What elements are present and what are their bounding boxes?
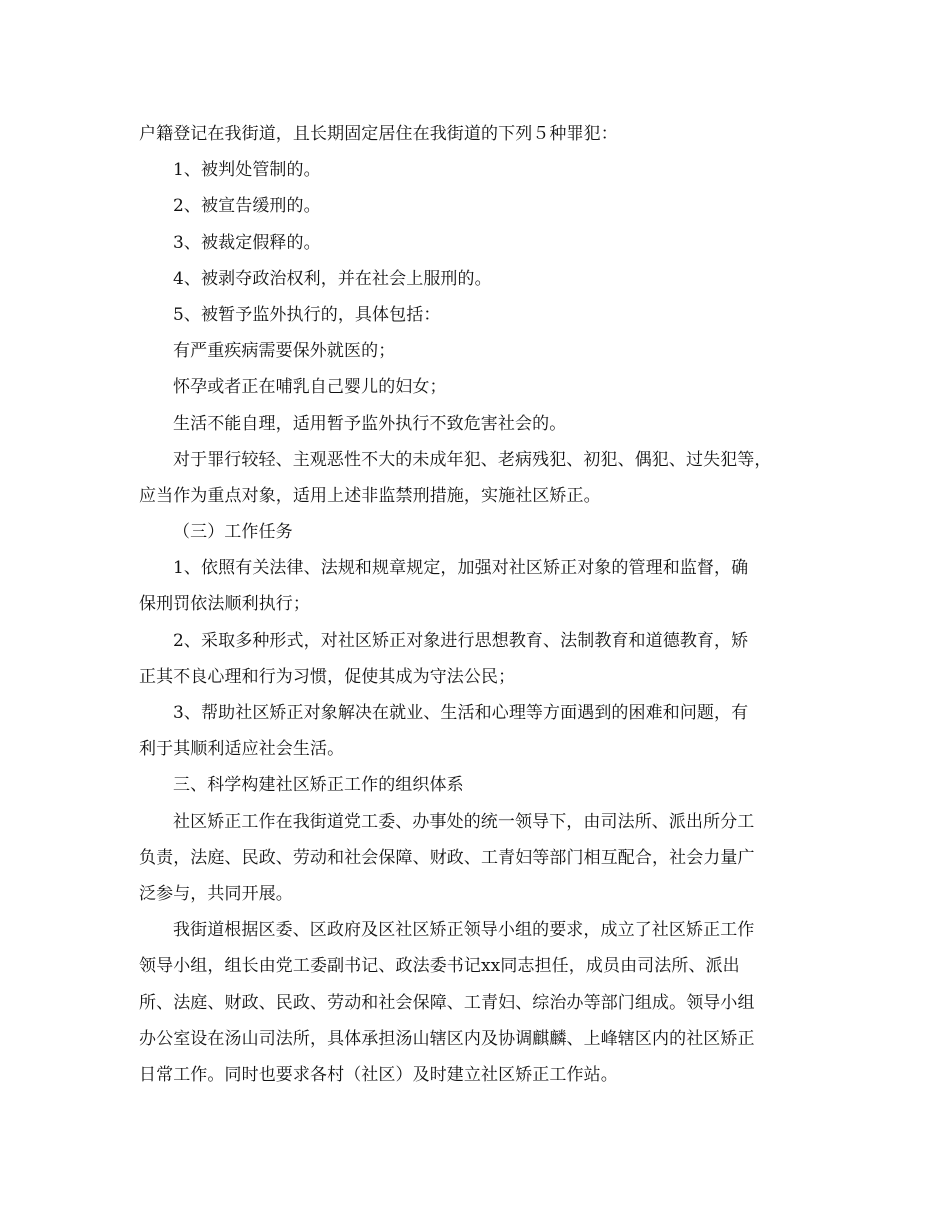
section-heading: 三、科学构建社区矫正工作的组织体系: [173, 775, 464, 796]
paragraph-line: 2、采取多种形式，对社区矫正对象进行思想教育、法制教育和道德教育，矫: [173, 630, 749, 651]
sub-item: 怀孕或者正在哺乳自己婴儿的妇女；: [173, 377, 447, 398]
paragraph-line: 3、帮助社区矫正对象解决在就业、生活和心理等方面遇到的困难和问题，有: [173, 703, 749, 723]
body-text: [139, 116, 839, 1093]
paragraph-line: 户籍登记在我街道，且长期固定居住在我街道的下列５种罪犯：: [139, 124, 618, 144]
list-item: 2、被宣告缓刑的。: [173, 196, 321, 217]
sub-item: 有严重疾病需要保外就医的；: [173, 341, 396, 362]
list-item: 5、被暂予监外执行的，具体包括：: [173, 304, 441, 325]
section-heading: （三）工作任务: [173, 522, 293, 543]
paragraph-line: 社区矫正工作在我街道党工委、办事处的统一领导下，由司法所、派出所分工: [173, 811, 755, 832]
paragraph-line: 所、法庭、财政、民政、劳动和社会保障、工青妇、综治办等部门组成。领导小组: [139, 992, 755, 1013]
paragraph-line: 利于其顺利适应社会生活。: [139, 739, 345, 760]
paragraph-line: 应当作为重点对象，适用上述非监禁刑措施，实施社区矫正。: [139, 485, 601, 506]
paragraph-line: 泛参与，共同开展。: [139, 883, 293, 904]
list-item: 4、被剥夺政治权利，并在社会上服刑的。: [173, 268, 492, 289]
paragraph-line: 办公室设在汤山司法所，具体承担汤山辖区内及协调麒麟、上峰辖区内的社区矫正: [139, 1028, 755, 1049]
paragraph-line: 1、依照有关法律、法规和规章规定，加强对社区矫正对象的管理和监督，确: [173, 558, 749, 579]
list-item: 3、被裁定假释的。: [173, 232, 321, 253]
paragraph-line: 我街道根据区委、区政府及区社区矫正领导小组的要求，成立了社区矫正工作: [173, 920, 755, 941]
paragraph-line: 领导小组，组长由党工委副书记、政法委书记xx同志担任，成员由司法所、派出: [139, 956, 740, 977]
sub-item: 生活不能自理，适用暂予监外执行不致危害社会的。: [173, 413, 567, 434]
paragraph-line: 保刑罚依法顺利执行；: [139, 594, 310, 615]
paragraph-line: 负责，法庭、民政、劳动和社会保障、财政、工青妇等部门相互配合，社会力量广: [139, 847, 755, 868]
paragraph-line: 日常工作。同时也要求各村（社区）及时建立社区矫正工作站。: [139, 1064, 618, 1085]
paragraph-line: 对于罪行较轻、主观恶性不大的未成年犯、老病残犯、初犯、偶犯、过失犯等，: [173, 449, 772, 470]
list-item: 1、被判处管制的。: [173, 160, 321, 181]
paragraph-line: 正其不良心理和行为习惯，促使其成为守法公民；: [139, 666, 516, 687]
